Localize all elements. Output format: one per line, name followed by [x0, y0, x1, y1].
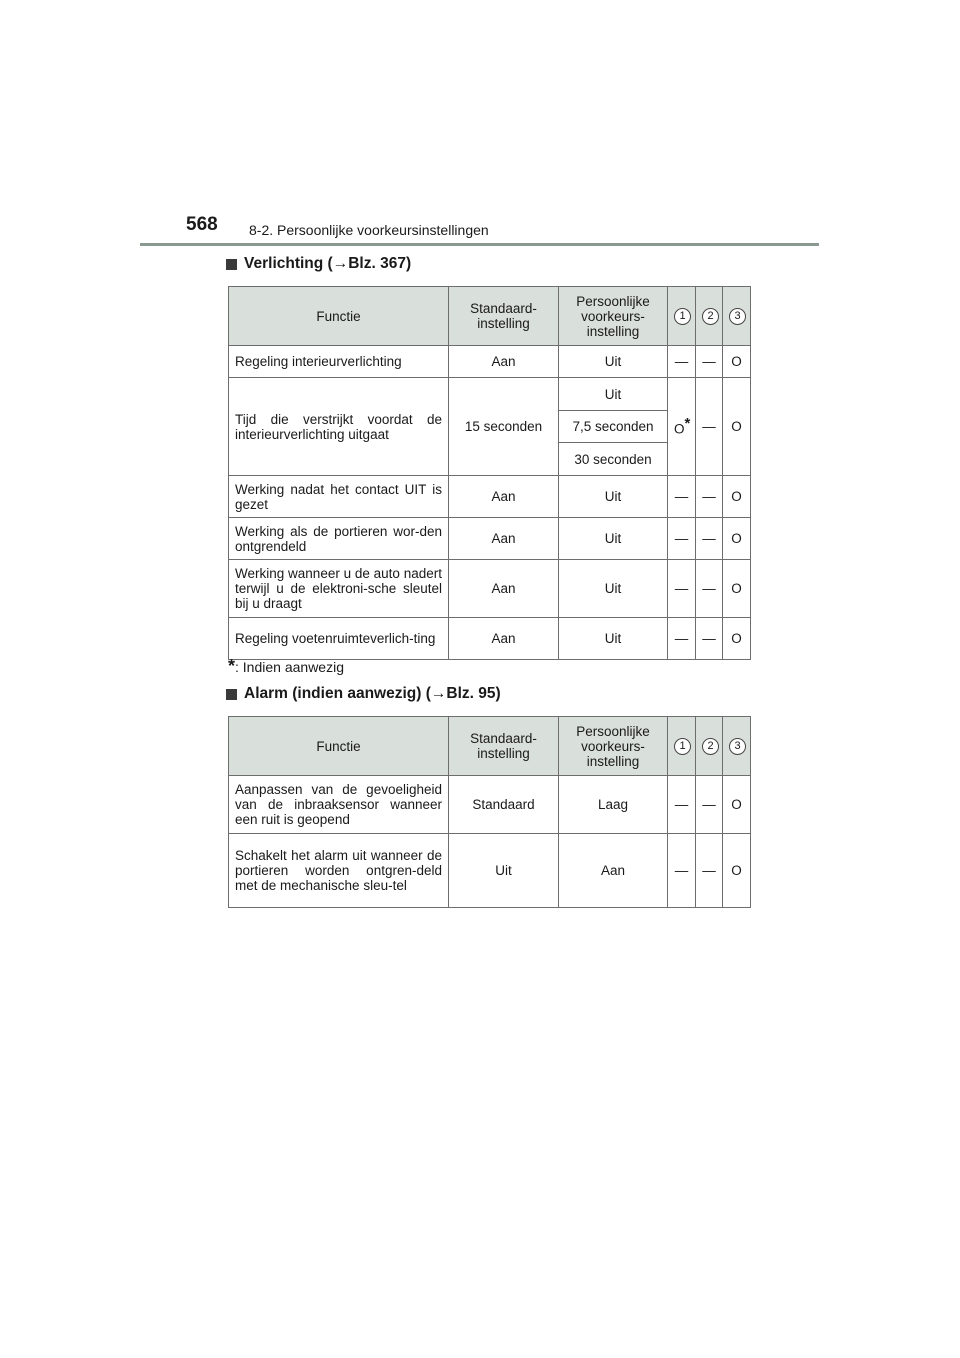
cell-c1: — — [668, 346, 696, 378]
table-row — [229, 378, 751, 411]
table-row — [229, 618, 751, 660]
circled-3-icon: 3 — [729, 308, 746, 325]
lighting-heading-ref: Blz. 367) — [348, 255, 412, 272]
cell-c1: — — [668, 476, 696, 518]
cell-c1: — — [668, 518, 696, 560]
lighting-table — [228, 286, 751, 660]
table-row — [229, 834, 751, 908]
lighting-heading — [226, 255, 411, 273]
alarm-heading-text: Alarm (indien aanwezig) ( — [244, 685, 431, 702]
cell-default: Aan — [449, 618, 559, 660]
column-header-1 — [668, 717, 696, 776]
cell-c3: O — [723, 476, 751, 518]
cell-c2: — — [696, 476, 723, 518]
cell-c2: — — [696, 618, 723, 660]
column-header-3 — [723, 717, 751, 776]
table-row — [229, 518, 751, 560]
page-number: 568 — [186, 214, 218, 235]
cell-function: Werking als de portieren wor-den ontgrendeld — [229, 518, 449, 560]
table-header-row — [229, 287, 751, 346]
cell-personal: Uit — [559, 346, 668, 378]
circled-2-icon: 2 — [702, 308, 719, 325]
lighting-heading-text: Verlichting ( — [244, 255, 333, 272]
header-rule — [140, 243, 819, 246]
cell-function: Tijd die verstrijkt voordat de interieurverlichting uitgaat — [229, 378, 449, 476]
column-header-default: Standaard-instelling — [449, 287, 559, 346]
cell-c3: O — [723, 776, 751, 834]
cell-c1: — — [668, 618, 696, 660]
cell-default: 15 seconden — [449, 378, 559, 476]
cell-c1: O* — [668, 378, 696, 476]
cell-default: Uit — [449, 834, 559, 908]
circled-1-icon: 1 — [674, 738, 691, 755]
arrow-icon: → — [332, 255, 349, 272]
cell-function: Werking wanneer u de auto nadert terwijl u de elektroni-sche sleutel bij u draagt — [229, 560, 449, 618]
cell-function: Aanpassen van de gevoeligheid van de inbraaksensor wanneer een ruit is geopend — [229, 776, 449, 834]
alarm-table — [228, 716, 751, 908]
circled-2-icon: 2 — [702, 738, 719, 755]
cell-default: Aan — [449, 560, 559, 618]
cell-personal: Uit — [559, 476, 668, 518]
cell-c2: — — [696, 776, 723, 834]
cell-default: Standaard — [449, 776, 559, 834]
arrow-icon: → — [430, 685, 447, 702]
table-row — [229, 476, 751, 518]
cell-function: Regeling interieurverlichting — [229, 346, 449, 378]
alarm-heading — [226, 685, 501, 703]
cell-c2: — — [696, 346, 723, 378]
cell-personal-option: Uit — [559, 378, 668, 411]
table-row — [229, 560, 751, 618]
cell-c2: — — [696, 518, 723, 560]
cell-personal: Uit — [559, 618, 668, 660]
footnote-text: : Indien aanwezig — [235, 659, 344, 675]
cell-c3: O — [723, 834, 751, 908]
cell-c3: O — [723, 560, 751, 618]
table-row — [229, 346, 751, 378]
cell-personal: Laag — [559, 776, 668, 834]
column-header-2 — [696, 717, 723, 776]
cell-c2: — — [696, 560, 723, 618]
cell-c3: O — [723, 518, 751, 560]
circled-1-icon: 1 — [674, 308, 691, 325]
cell-c1: — — [668, 560, 696, 618]
cell-c3: O — [723, 378, 751, 476]
column-header-function: Functie — [229, 287, 449, 346]
column-header-1 — [668, 287, 696, 346]
cell-function: Werking nadat het contact UIT is gezet — [229, 476, 449, 518]
circled-3-icon: 3 — [729, 738, 746, 755]
cell-c2: — — [696, 834, 723, 908]
cell-c1: — — [668, 776, 696, 834]
cell-c3: O — [723, 618, 751, 660]
cell-default: Aan — [449, 518, 559, 560]
cell-personal-option: 7,5 seconden — [559, 411, 668, 443]
column-header-default: Standaard-instelling — [449, 717, 559, 776]
cell-function: Schakelt het alarm uit wanneer de portieren worden ontgren-deld met de mechanische sleu-tel — [229, 834, 449, 908]
cell-personal: Uit — [559, 518, 668, 560]
column-header-personal: Persoonlijke voorkeurs-instelling — [559, 717, 668, 776]
cell-c3: O — [723, 346, 751, 378]
table-header-row — [229, 717, 751, 776]
footnote — [228, 656, 344, 677]
section-title: 8-2. Persoonlijke voorkeursinstellingen — [249, 222, 489, 238]
cell-default: Aan — [449, 346, 559, 378]
square-bullet-icon — [226, 689, 237, 700]
table-row — [229, 776, 751, 834]
asterisk-mark: * — [228, 656, 236, 676]
column-header-personal: Persoonlijke voorkeurs-instelling — [559, 287, 668, 346]
cell-personal-option: 30 seconden — [559, 443, 668, 476]
square-bullet-icon — [226, 259, 237, 270]
alarm-heading-ref: Blz. 95) — [446, 685, 501, 702]
column-header-function: Functie — [229, 717, 449, 776]
asterisk-mark: * — [684, 415, 691, 433]
cell-default: Aan — [449, 476, 559, 518]
cell-c1: — — [668, 834, 696, 908]
column-header-3 — [723, 287, 751, 346]
cell-function: Regeling voetenruimteverlich-ting — [229, 618, 449, 660]
column-header-2 — [696, 287, 723, 346]
cell-personal: Uit — [559, 560, 668, 618]
cell-c2: — — [696, 378, 723, 476]
cell-personal: Aan — [559, 834, 668, 908]
